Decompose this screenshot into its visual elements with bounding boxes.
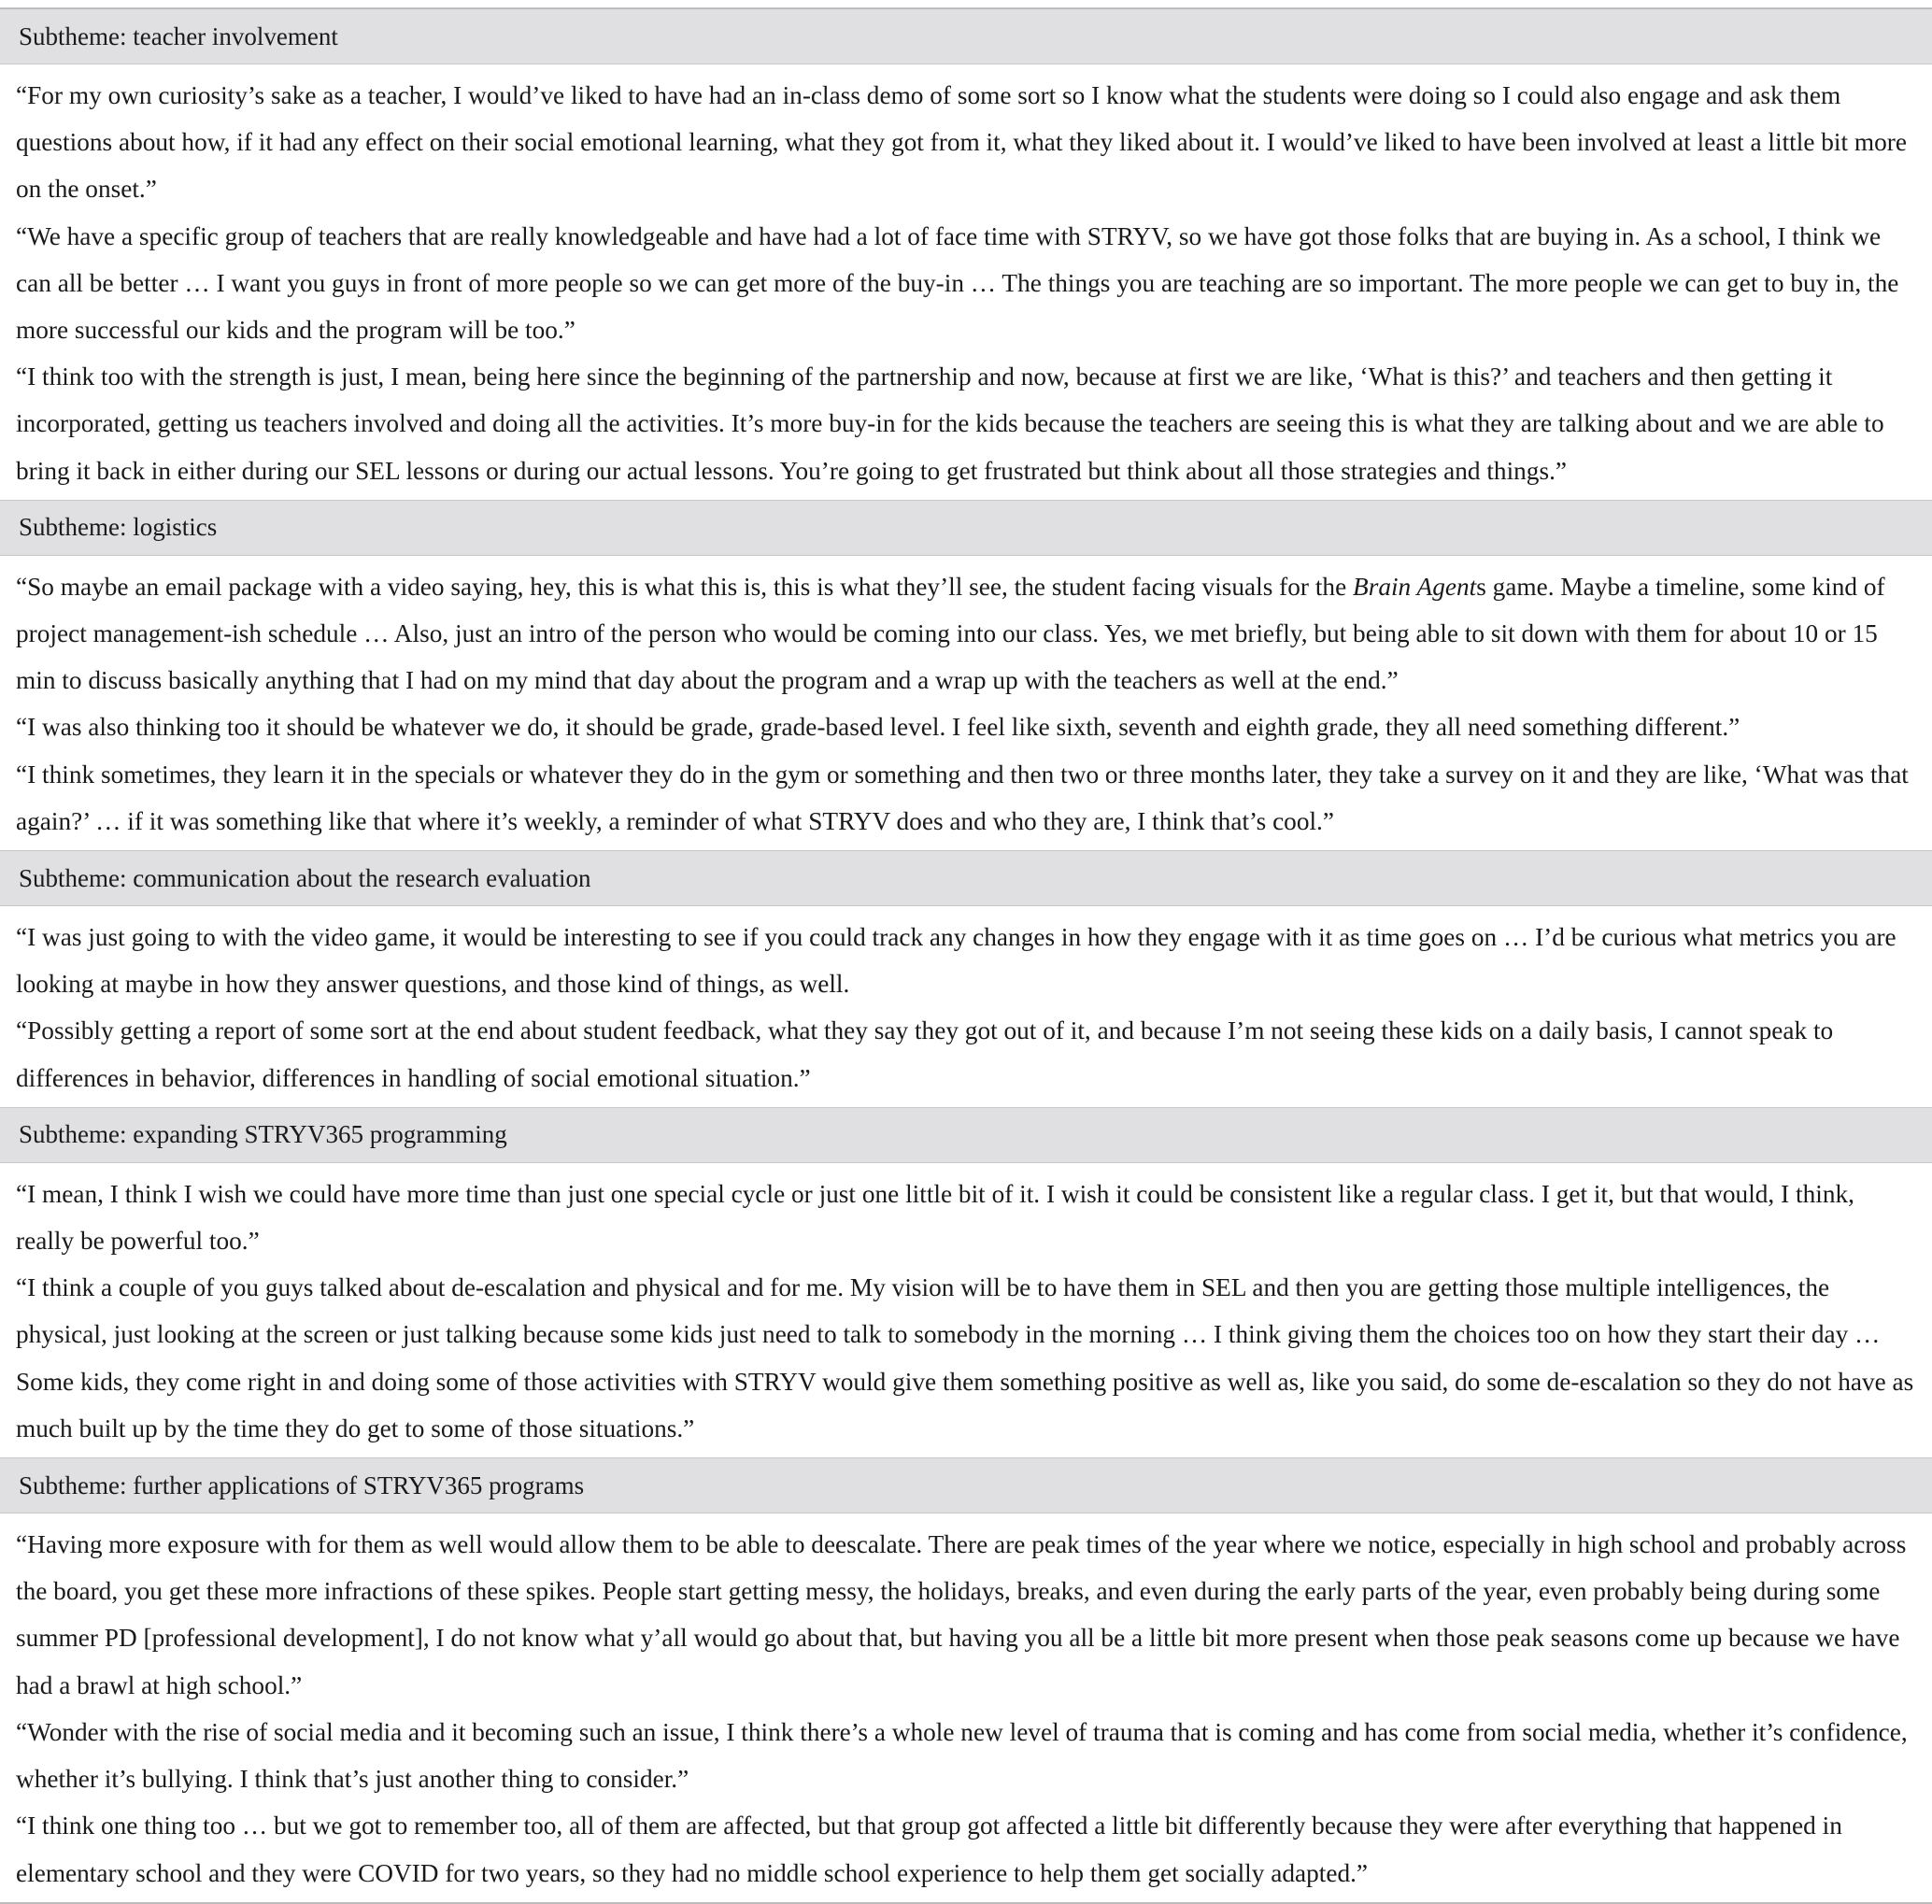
quote <box>16 563 1917 704</box>
quote: “We have a specific group of teachers that are really knowledgeable and have had a lot of face time with STRYV, so we have got those folks that are buying in. As a school, I think we can all be better … I want you guys in front of more people so we can get more of the buy-in … The things you are teaching are so important. The more people we can get to buy in, the more successful our kids and the program will be too.” <box>16 221 1899 345</box>
section-teacher-involvement <box>0 9 1932 501</box>
section-logistics <box>0 501 1932 851</box>
section-expanding-programming <box>0 1108 1932 1458</box>
section-communication-research <box>0 851 1932 1108</box>
quote: “I was just going to with the video game, it would be interesting to see if you could track any changes in how they engage with it as time goes on … I’d be curious what metrics you are looking at maybe in how they answer questions, and those kind of things, as well. <box>16 923 1896 999</box>
quotes-cell <box>0 556 1932 851</box>
quote-text: s game. Maybe a timeline, some kind of project management-ish schedule … Also, just an intro of the person who would be coming into our class. Yes, we met briefly, but being able to sit down with them for about 10 or 15 min to discuss basically anything that I had on my mind that day about the program and a wrap up with the teachers as well at the end.” <box>16 572 1885 695</box>
quote: “I think one thing too … but we got to remember too, all of them are affected, but that group got affected a little bit differently because they were after everything that happened in elementary school and they were COVID for two years, so they had no middle school experience to help them get socially adapted.” <box>16 1812 1842 1887</box>
subtheme-header: Subtheme: communication about the research evaluation <box>0 851 1932 906</box>
section-further-applications <box>0 1458 1932 1902</box>
game-title: Brain Agent <box>1353 572 1477 601</box>
subtheme-header: Subtheme: further applications of STRYV365 programs <box>0 1458 1932 1513</box>
quote: “Possibly getting a report of some sort at the end about student feedback, what they say they got out of it, and because I’m not seeing these kids on a daily basis, I cannot speak to differences in behavior, differences in handling of social emotional situation.” <box>16 1016 1834 1092</box>
subtheme-header: Subtheme: teacher involvement <box>0 9 1932 64</box>
quote: “I think a couple of you guys talked about de-escalation and physical and for me. My vision will be to have them in SEL and then you are getting those multiple intelligences, the physical, just looking at the screen or just talking because some kids just need to talk to somebody in the morning … I think giving them the choices too on how they start their day … Some kids, they come right in and doing some of those activities with STRYV would give them something positive as well as, like you said, do some de-escalation so they do not have as much built up by the time they do get to some of those situations.” <box>16 1273 1914 1442</box>
quote-text: “So maybe an email package with a video saying, hey, this is what this is, this is what they’ll see, the student facing visuals for the <box>16 572 1354 601</box>
subtheme-header: Subtheme: expanding STRYV365 programming <box>0 1108 1932 1163</box>
quote: “I think too with the strength is just, I mean, being here since the beginning of the partnership and now, because at first we are like, ‘What is this?’ and teachers and then getting it incorporated, getting us teachers involved and doing all the activities. It’s more buy-in for the kids because the teachers are seeing this is what they are talking about and we are able to bring it back in either during our SEL lessons or during our actual lessons. You’re going to get frustrated but think about all those strategies and things.” <box>16 362 1884 485</box>
quote: “I think sometimes, they learn it in the specials or whatever they do in the gym or something and then two or three months later, they take a survey on it and they are like, ‘What was that again?’ … if it was something like that where it’s weekly, a reminder of what STRYV does and who they are, I think that’s cool.” <box>16 760 1909 835</box>
quote: “I was also thinking too it should be whatever we do, it should be grade, grade-based level. I feel like sixth, seventh and eighth grade, they all need something different.” <box>16 713 1740 742</box>
subtheme-header: Subtheme: logistics <box>0 501 1932 556</box>
quotes-table <box>0 7 1932 1904</box>
quotes-cell <box>0 64 1932 501</box>
quote: “I mean, I think I wish we could have more time than just one special cycle or just one little bit of it. I wish it could be consistent like a regular class. I get it, but that would, I think, really be powerful too.” <box>16 1179 1854 1256</box>
quote: “Having more exposure with for them as well would allow them to be able to deescalate. There are peak times of the year where we notice, especially in high school and probably across the board, you get these more infractions of these spikes. People start getting messy, the holidays, breaks, and even during the early parts of the year, even probably being during some summer PD [professional development], I do not know what y’all would go about that, but having you all be a little bit more present when those peak seasons come up because we have had a brawl at high school.” <box>16 1530 1907 1699</box>
quote: “Wonder with the rise of social media and it becoming such an issue, I think there’s a whole new level of trauma that is coming and has come from social media, whether it’s confidence, whether it’s bullying. I think that’s just another thing to consider.” <box>16 1717 1908 1794</box>
quote: “For my own curiosity’s sake as a teacher, I would’ve liked to have had an in-class demo of some sort so I know what the students were doing so I could also engage and ask them questions about how, if it had any effect on their social emotional learning, what they got from it, what they liked about it. I would’ve liked to have been involved at least a little bit more on the onset.” <box>16 81 1907 204</box>
quotes-cell <box>0 1163 1932 1458</box>
quotes-cell <box>0 906 1932 1108</box>
quotes-cell <box>0 1513 1932 1902</box>
